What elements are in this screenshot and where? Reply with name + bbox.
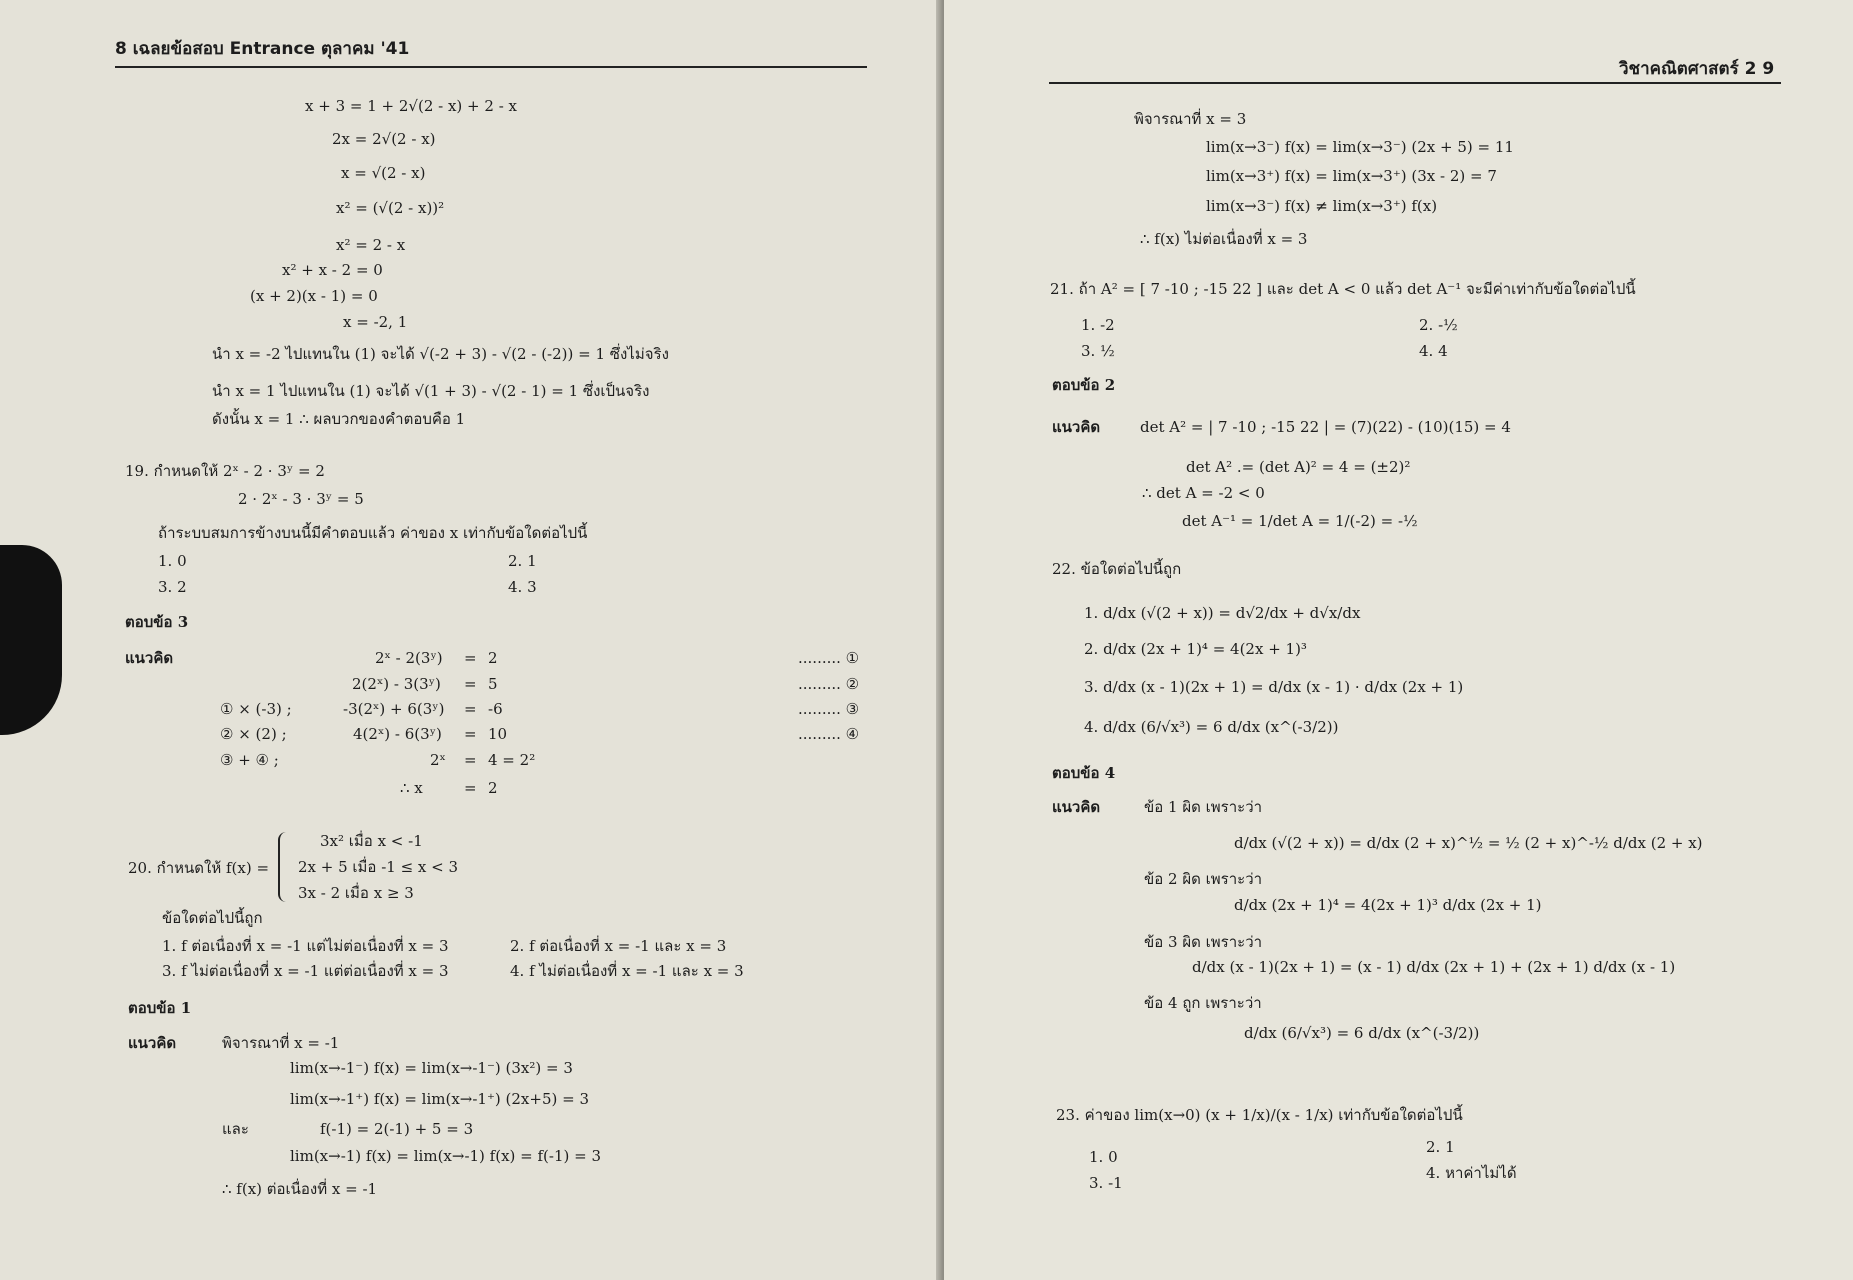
answer-19: ตอบข้อ 3 — [125, 613, 189, 631]
piecewise-case: 2x + 5 เมื่อ -1 ≤ x < 3 — [298, 858, 459, 876]
choice: 1. f ต่อเนื่องที่ x = -1 แต่ไม่ต่อเนื่องที่ x = 3 — [162, 937, 449, 955]
solution-line: det A⁻¹ = 1/det A = 1/(-2) = -½ — [1182, 512, 1418, 530]
piecewise-brace — [278, 832, 290, 902]
choice: 2. 1 — [1426, 1138, 1455, 1156]
approach-label: แนวคิด — [1052, 798, 1101, 816]
consider-line: พิจารณาที่ x = -1 — [222, 1034, 340, 1052]
equals-sign: = — [464, 779, 477, 797]
equation-tag: ......... ① — [798, 649, 860, 667]
equation-line: (x + 2)(x - 1) = 0 — [250, 287, 378, 305]
question-19-line2: 2 · 2ˣ - 3 · 3ʸ = 5 — [238, 490, 364, 508]
step-lhs: 2ˣ — [430, 751, 446, 769]
step-lhs: 2ˣ - 2(3ʸ) — [375, 649, 443, 667]
step-op: ① × (-3) ; — [220, 700, 292, 718]
equals-sign: = — [464, 751, 477, 769]
step-rhs: 4 = 2² — [488, 751, 536, 769]
step-rhs: 2 — [488, 649, 498, 667]
limit-line: lim(x→-1⁻) f(x) = lim(x→-1⁻) (3x²) = 3 — [290, 1059, 573, 1077]
thumb-shadow — [0, 545, 62, 735]
step-op: ③ + ④ ; — [220, 751, 279, 769]
left-page-header: 8 เฉลยข้อสอบ Entrance ตุลาคม '41 — [115, 39, 410, 59]
solution-line: det A² .= (det A)² = 4 = (±2)² — [1186, 458, 1411, 476]
consider-line: พิจารณาที่ x = 3 — [1134, 110, 1247, 128]
function-value: f(-1) = 2(-1) + 5 = 3 — [320, 1120, 474, 1138]
explanation-math: d/dx (6/√x³) = 6 d/dx (x^(-3/2)) — [1244, 1024, 1480, 1042]
check-line: นำ x = -2 ไปแทนใน (1) จะได้ √(-2 + 3) - √(2 - (-2)) = 1 ซึ่งไม่จริง — [212, 345, 669, 363]
step-lhs: ∴ x — [400, 779, 423, 797]
approach-label: แนวคิด — [125, 649, 174, 667]
limit-line: lim(x→-1) f(x) = lim(x→-1) f(x) = f(-1) = 3 — [290, 1147, 602, 1165]
choice: 3. -1 — [1089, 1174, 1123, 1192]
equals-sign: = — [464, 675, 477, 693]
and-label: และ — [222, 1120, 249, 1138]
equation-tag: ......... ③ — [798, 700, 860, 718]
explanation-label: ข้อ 4 ถูก เพราะว่า — [1144, 994, 1262, 1012]
limit-line: lim(x→3⁻) f(x) ≠ lim(x→3⁺) f(x) — [1206, 197, 1438, 215]
question-23: 23. ค่าของ lim(x→0) (x + 1/x)/(x - 1/x) เท่ากับข้อใดต่อไปนี้ — [1056, 1106, 1463, 1124]
explanation-math: d/dx (√(2 + x)) = d/dx (2 + x)^½ = ½ (2 + x)^-½ d/dx (2 + x) — [1234, 834, 1703, 852]
equals-sign: = — [464, 725, 477, 743]
conclusion-line: ∴ f(x) ไม่ต่อเนื่องที่ x = 3 — [1140, 230, 1308, 248]
step-lhs: 2(2ˣ) - 3(3ʸ) — [352, 675, 441, 693]
header-rule — [1049, 82, 1781, 84]
choice: 1. -2 — [1081, 316, 1115, 334]
equation-line: x = √(2 - x) — [341, 164, 426, 182]
explanation-math: d/dx (x - 1)(2x + 1) = (x - 1) d/dx (2x + 1) + (2x + 1) d/dx (x - 1) — [1192, 958, 1676, 976]
choice: 1. 0 — [158, 552, 187, 570]
question-22: 22. ข้อใดต่อไปนี้ถูก — [1052, 560, 1182, 578]
piecewise-case: 3x² เมื่อ x < -1 — [320, 832, 423, 850]
choice: 1. 0 — [1089, 1148, 1118, 1166]
solution-line: det A² = | 7 -10 ; -15 22 | = (7)(22) - (10)(15) = 4 — [1140, 418, 1511, 436]
choice: 4. หาค่าไม่ได้ — [1426, 1164, 1517, 1182]
equals-sign: = — [464, 649, 477, 667]
explanation-math: d/dx (2x + 1)⁴ = 4(2x + 1)³ d/dx (2x + 1) — [1234, 896, 1542, 914]
choice: 4. 4 — [1419, 342, 1448, 360]
question-20-prompt: ข้อใดต่อไปนี้ถูก — [162, 909, 263, 927]
choice: 3. ½ — [1081, 342, 1115, 360]
solution-line: ∴ det A = -2 < 0 — [1142, 484, 1265, 502]
choice: 2. -½ — [1419, 316, 1458, 334]
answer-20: ตอบข้อ 1 — [128, 999, 192, 1017]
limit-line: lim(x→-1⁺) f(x) = lim(x→-1⁺) (2x+5) = 3 — [290, 1090, 589, 1108]
equation-line: x + 3 = 1 + 2√(2 - x) + 2 - x — [305, 97, 517, 115]
equation-line: x² + x - 2 = 0 — [282, 261, 383, 279]
choice: 4. f ไม่ต่อเนื่องที่ x = -1 และ x = 3 — [510, 962, 744, 980]
check-line: นำ x = 1 ไปแทนใน (1) จะได้ √(1 + 3) - √(2 - 1) = 1 ซึ่งเป็นจริง — [212, 382, 650, 400]
approach-label: แนวคิด — [128, 1034, 177, 1052]
explanation-label: ข้อ 2 ผิด เพราะว่า — [1144, 870, 1263, 888]
question-20: 20. กำหนดให้ f(x) = — [128, 859, 270, 877]
right-page-header: วิชาคณิตศาสตร์ 2 9 — [1619, 59, 1775, 79]
approach-label: แนวคิด — [1052, 418, 1101, 436]
right-page — [944, 0, 1853, 1280]
equation-line: x² = (√(2 - x))² — [336, 199, 445, 217]
choice: 3. d/dx (x - 1)(2x + 1) = d/dx (x - 1) · d/dx (2x + 1) — [1084, 678, 1464, 696]
choice: 4. 3 — [508, 578, 537, 596]
conclusion-line: ดังนั้น x = 1 ∴ ผลบวกของคำตอบคือ 1 — [212, 410, 466, 428]
equation-tag: ......... ② — [798, 675, 860, 693]
step-lhs: 4(2ˣ) - 6(3ʸ) — [353, 725, 442, 743]
question-21: 21. ถ้า A² = [ 7 -10 ; -15 22 ] และ det A < 0 แล้ว det A⁻¹ จะมีค่าเท่ากับข้อใดต่อไปนี้ — [1050, 280, 1636, 298]
choice: 2. f ต่อเนื่องที่ x = -1 และ x = 3 — [510, 937, 727, 955]
piecewise-case: 3x - 2 เมื่อ x ≥ 3 — [298, 884, 414, 902]
explanation-label: ข้อ 1 ผิด เพราะว่า — [1144, 798, 1263, 816]
limit-line: lim(x→3⁺) f(x) = lim(x→3⁺) (3x - 2) = 7 — [1206, 167, 1497, 185]
explanation-label: ข้อ 3 ผิด เพราะว่า — [1144, 933, 1263, 951]
equals-sign: = — [464, 700, 477, 718]
choice: 2. d/dx (2x + 1)⁴ = 4(2x + 1)³ — [1084, 640, 1307, 658]
question-19-prompt: ถ้าระบบสมการข้างบนนี้มีคำตอบแล้ว ค่าของ x เท่ากับข้อใดต่อไปนี้ — [158, 524, 588, 542]
choice: 4. d/dx (6/√x³) = 6 d/dx (x^(-3/2)) — [1084, 718, 1339, 736]
choice: 2. 1 — [508, 552, 537, 570]
choice: 3. f ไม่ต่อเนื่องที่ x = -1 แต่ต่อเนื่องที่ x = 3 — [162, 962, 449, 980]
step-rhs: 5 — [488, 675, 498, 693]
answer-21: ตอบข้อ 2 — [1052, 376, 1116, 394]
equation-line: 2x = 2√(2 - x) — [332, 130, 436, 148]
step-lhs: -3(2ˣ) + 6(3ʸ) — [343, 700, 445, 718]
conclusion-line: ∴ f(x) ต่อเนื่องที่ x = -1 — [222, 1180, 378, 1198]
question-19: 19. กำหนดให้ 2ˣ - 2 · 3ʸ = 2 — [125, 462, 325, 480]
equation-tag: ......... ④ — [798, 725, 860, 743]
step-rhs: -6 — [488, 700, 503, 718]
step-op: ② × (2) ; — [220, 725, 287, 743]
equation-line: x² = 2 - x — [336, 236, 406, 254]
limit-line: lim(x→3⁻) f(x) = lim(x→3⁻) (2x + 5) = 11 — [1206, 138, 1514, 156]
choice: 1. d/dx (√(2 + x)) = d√2/dx + d√x/dx — [1084, 604, 1361, 622]
step-rhs: 10 — [488, 725, 508, 743]
step-rhs: 2 — [488, 779, 498, 797]
header-rule — [115, 66, 867, 68]
answer-22: ตอบข้อ 4 — [1052, 764, 1116, 782]
choice: 3. 2 — [158, 578, 187, 596]
equation-line: x = -2, 1 — [343, 313, 408, 331]
